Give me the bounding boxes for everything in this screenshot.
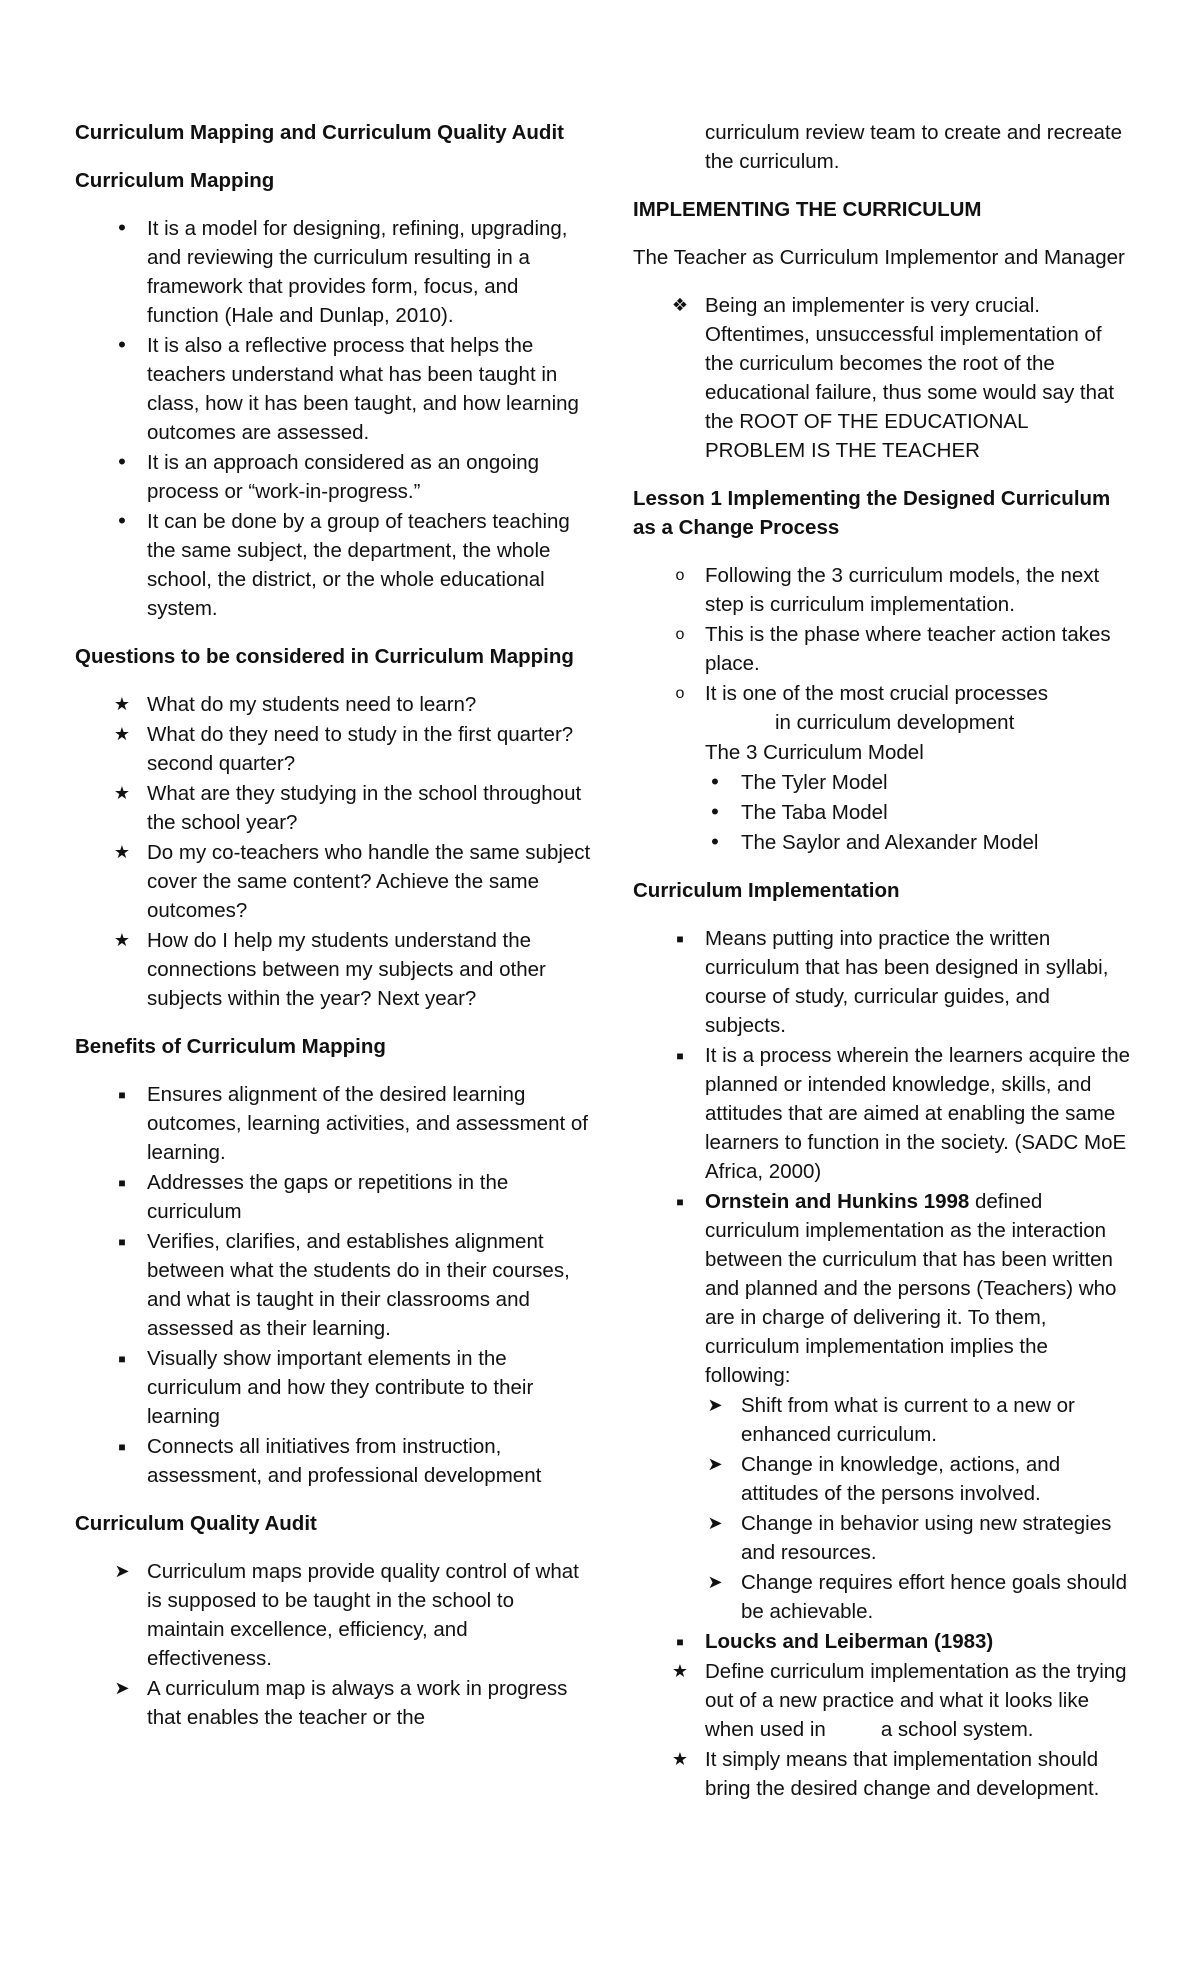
continued-text: curriculum review team to create and recreate the curriculum. [705,121,1123,173]
list-item: • The Tyler Model [633,768,1133,797]
bullet-dot-icon: • [118,508,126,533]
square-bullet-icon: ■ [118,1440,126,1454]
list-item: o This is the phase where teacher action takes place. [633,620,1133,678]
arrowhead-bullet-icon: ➤ [707,1513,723,1533]
list-item: ★ How do I help my students understand the connections between my subjects and other subjects within the year? Next year? [75,926,595,1013]
list-item: • It is also a reflective process that helps the teachers understand what has been taught in class, how it has been taught, and how learning outcomes are assessed. [75,331,595,447]
lesson-list [633,561,1133,737]
arrowhead-bullet-icon: ➤ [707,1454,723,1474]
list-item: ➤ Shift from what is current to a new or enhanced curriculum. [633,1391,1133,1449]
list-item: ■ Addresses the gaps or repetitions in the curriculum [75,1168,595,1226]
benefits-heading: Benefits of Curriculum Mapping [75,1035,386,1058]
list-item: ■ Means putting into practice the written curriculum that has been designed in syllabi, course of study, curricular guides, and subjects. [633,924,1133,1040]
list-item: ■ Loucks and Leiberman (1983) [633,1627,1133,1656]
list-item: ★ What do they need to study in the first quarter? second quarter? [75,720,595,778]
implementer-list [633,291,1133,465]
square-bullet-icon: ■ [118,1235,126,1249]
square-bullet-icon: ■ [676,932,684,946]
square-bullet-icon: ■ [676,1635,684,1649]
star-bullet-icon: ★ [113,930,131,950]
square-bullet-icon: ■ [118,1176,126,1190]
list-item: ➤ Change in knowledge, actions, and attitudes of the persons involved. [633,1450,1133,1508]
questions-list [75,690,595,1013]
arrowhead-bullet-icon: ➤ [114,1561,130,1581]
square-bullet-icon: ■ [118,1352,126,1366]
arrowhead-bullet-icon: ➤ [114,1678,130,1698]
teacher-role-paragraph: The Teacher as Curriculum Implementor and Manager [633,246,1125,269]
diamond-bullet-icon: ❖ [671,295,689,315]
left-column [75,118,595,1751]
list-item: ➤ Curriculum maps provide quality control of what is supposed to be taught in the school to maintain excellence, efficiency, and effectiveness. [75,1557,595,1673]
list-item: ★ What are they studying in the school throughout the school year? [75,779,595,837]
list-item: • It is a model for designing, refining, upgrading, and reviewing the curriculum resulting in a framework that provides form, focus, and function (Hale and Dunlap, 2010). [75,214,595,330]
quality-audit-heading: Curriculum Quality Audit [75,1512,317,1535]
questions-heading: Questions to be considered in Curriculum Mapping [75,645,574,668]
arrowhead-bullet-icon: ➤ [707,1572,723,1592]
implementation-heading: Curriculum Implementation [633,879,900,902]
list-item: ■ Ensures alignment of the desired learning outcomes, learning activities, and assessment of learning. [75,1080,595,1167]
bullet-dot-icon: • [711,829,719,854]
list-item: ➤ A curriculum map is always a work in progress that enables the teacher or the [75,1674,595,1732]
lesson-heading: Lesson 1 Implementing the Designed Curriculum as a Change Process [633,487,1111,539]
star-bullet-icon: ★ [113,694,131,714]
star-bullet-icon: ★ [113,724,131,744]
square-bullet-icon: ■ [676,1195,684,1209]
circle-bullet-icon: o [675,626,685,643]
list-item: • The Saylor and Alexander Model [633,828,1133,857]
list-item: • It is an approach considered as an ongoing process or “work-in-progress.” [75,448,595,506]
arrowhead-bullet-icon: ➤ [707,1395,723,1415]
bullet-dot-icon: • [118,332,126,357]
list-item: ★ Do my co-teachers who handle the same subject cover the same content? Achieve the same outcomes? [75,838,595,925]
list-item: ■ Ornstein and Hunkins 1998 defined curriculum implementation as the interaction between the curriculum that has been written and planned and the persons (Teachers) who are in charge of delivering it. To them, curriculum implementation implies the following: [633,1187,1133,1390]
star-bullet-icon: ★ [671,1661,689,1681]
list-item: ■ Connects all initiatives from instruction, assessment, and professional development [75,1432,595,1490]
curriculum-mapping-list [75,214,595,623]
bullet-dot-icon: • [711,769,719,794]
benefits-list [75,1080,595,1490]
star-bullet-icon: ★ [671,1749,689,1769]
list-item: ➤ Change in behavior using new strategies and resources. [633,1509,1133,1567]
star-bullet-icon: ★ [113,783,131,803]
right-column [633,118,1133,1822]
list-item: ★ What do my students need to learn? [75,690,595,719]
loucks-list [633,1627,1133,1803]
implementation-list [633,924,1133,1390]
list-item: o It is one of the most crucial processes in curriculum development [633,679,1133,737]
list-item: ★ It simply means that implementation should bring the desired change and development. [633,1745,1133,1803]
list-item: • It can be done by a group of teachers teaching the same subject, the department, the whole school, the district, or the whole educational system. [75,507,595,623]
implementing-heading: IMPLEMENTING THE CURRICULUM [633,198,982,221]
list-item: o Following the 3 curriculum models, the next step is curriculum implementation. [633,561,1133,619]
list-item: ■ It is a process wherein the learners acquire the planned or intended knowledge, skills, and attitudes that are aimed at enabling the same learners to function in the society. (SADC MoE Africa, 2000) [633,1041,1133,1186]
list-item: ❖ Being an implementer is very crucial. Oftentimes, unsuccessful implementation of the curriculum becomes the root of the educational failure, thus some would say that the ROOT OF THE EDUCATIONAL PROBLEM IS THE TEACHER [633,291,1133,465]
circle-bullet-icon: o [675,567,685,584]
quality-audit-list [75,1557,595,1732]
list-item: ■ Verifies, clarifies, and establishes alignment between what the students do in their courses, and what is taught in their classrooms and assessed as their learning. [75,1227,595,1343]
list-item: ■ Visually show important elements in the curriculum and how they contribute to their learning [75,1344,595,1431]
list-item: ★ Define curriculum implementation as the trying out of a new practice and what it looks like when used in a school system. [633,1657,1133,1744]
bullet-dot-icon: • [118,449,126,474]
models-label: The 3 Curriculum Model [705,741,924,764]
bullet-dot-icon: • [118,215,126,240]
curriculum-mapping-heading: Curriculum Mapping [75,169,275,192]
square-bullet-icon: ■ [118,1088,126,1102]
models-list [633,768,1133,857]
list-item: • The Taba Model [633,798,1133,827]
circle-bullet-icon: o [675,685,685,702]
square-bullet-icon: ■ [676,1049,684,1063]
list-item: ➤ Change requires effort hence goals should be achievable. [633,1568,1133,1626]
implementation-sub-list [633,1391,1133,1626]
document-title: Curriculum Mapping and Curriculum Quality Audit [75,121,564,144]
star-bullet-icon: ★ [113,842,131,862]
bullet-dot-icon: • [711,799,719,824]
